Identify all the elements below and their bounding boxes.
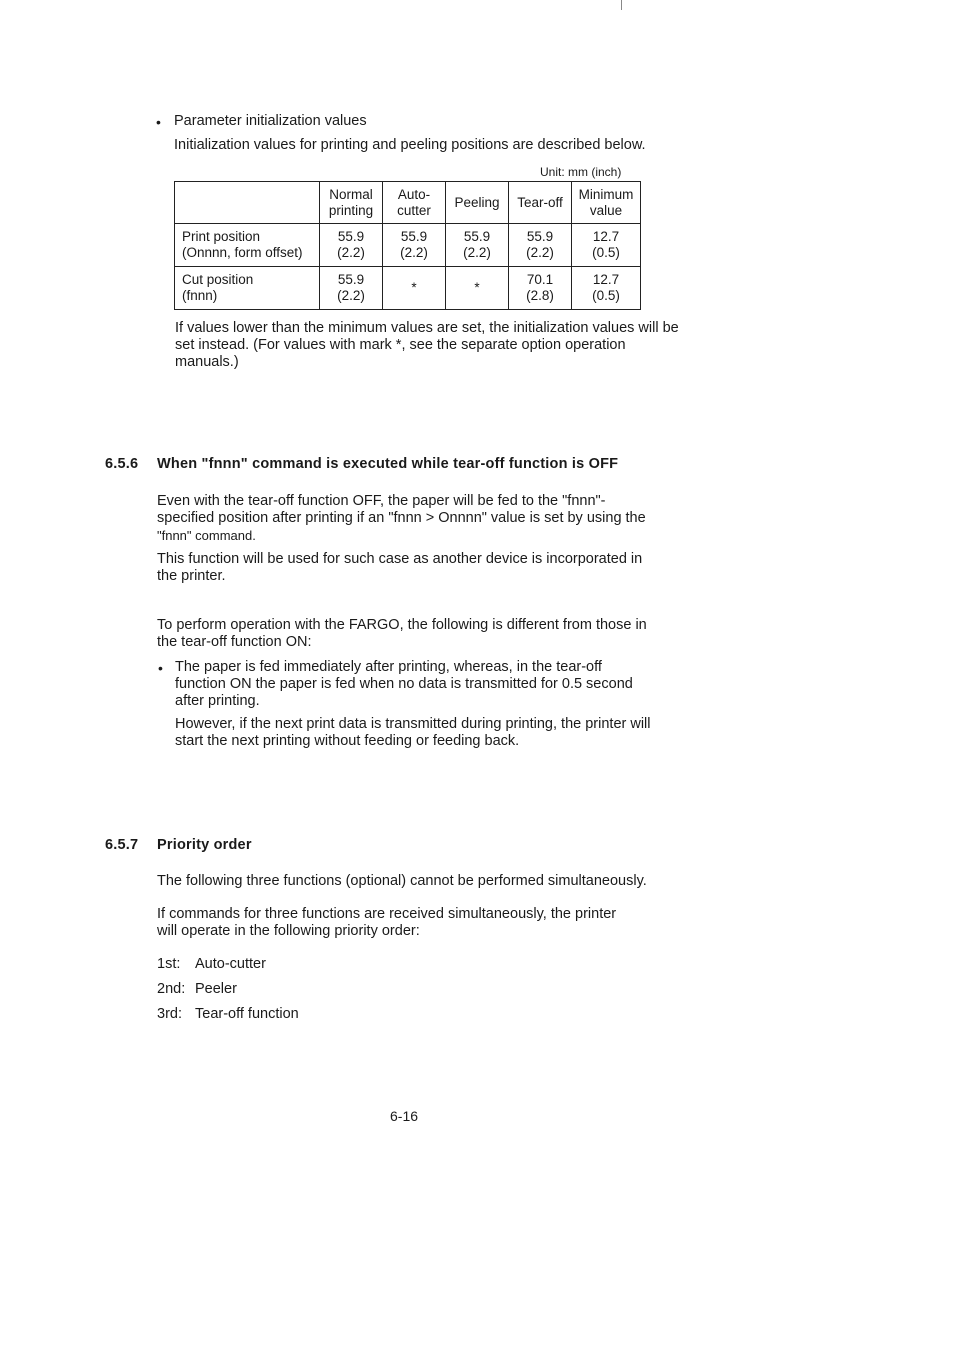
section-heading-6-5-6 (105, 456, 618, 473)
paragraph-line: function ON the paper is fed when no data is transmitted for 0.5 second (175, 676, 633, 692)
paragraph-line: If commands for three functions are received simultaneously, the printer (157, 906, 617, 922)
header-text: Peeling (454, 194, 500, 210)
table-cell (446, 224, 509, 267)
bullet-marker: • (158, 660, 163, 676)
header-empty-cell (175, 182, 320, 224)
cell-inch: (2.2) (337, 245, 365, 260)
paragraph-line: the printer. (157, 568, 226, 584)
header-normal-printing (320, 182, 383, 224)
table-cell (383, 267, 446, 310)
cell-mm: 55.9 (337, 272, 365, 287)
note-line: manuals.) (175, 354, 239, 370)
table-row (175, 224, 641, 267)
bullet-marker: • (156, 114, 161, 130)
paragraph (157, 493, 646, 544)
header-text: Auto- (397, 186, 431, 202)
paragraph-line: the tear-off function ON: (157, 634, 312, 650)
cell-inch: (2.2) (526, 245, 554, 260)
cell-inch: (2.8) (526, 288, 554, 303)
section-number: 6.5.7 (105, 837, 139, 853)
paragraph: The following three functions (optional) cannot be performed simultaneously. (157, 873, 647, 889)
table-cell (320, 267, 383, 310)
row-label-print-position (175, 224, 320, 267)
priority-list (157, 956, 299, 1031)
header-text: Tear-off (517, 194, 563, 210)
section-title: When "fnnn" command is executed while tear-off function is OFF (157, 456, 619, 472)
initialization-table (174, 181, 641, 310)
note-line: If values lower than the minimum values are set, the initialization values will be (175, 320, 679, 336)
table-row (175, 267, 641, 310)
paragraph-line: This function will be used for such case as another device is incorporated in (157, 551, 643, 567)
priority-rank: 3rd: (157, 1006, 182, 1022)
section-heading-6-5-7 (105, 837, 252, 854)
section-number: 6.5.6 (105, 456, 139, 472)
paragraph (175, 716, 651, 750)
section-title: Priority order (157, 837, 252, 853)
table-cell (383, 224, 446, 267)
row-label-text: (Onnnn, form offset) (182, 245, 303, 260)
priority-item: Peeler (195, 981, 237, 997)
paragraph-line: will operate in the following priority order: (157, 923, 420, 939)
table-header-row (175, 182, 641, 224)
row-label-cut-position (175, 267, 320, 310)
paragraph-line: The paper is fed immediately after printing, whereas, in the tear-off (175, 659, 602, 675)
row-label-text: (fnnn) (182, 288, 218, 303)
priority-rank: 2nd: (157, 981, 186, 997)
header-text: Normal (329, 186, 373, 202)
paragraph-line: specified position after printing if an "fnnn > Onnnn" value is set by using the (157, 510, 646, 526)
cell-inch: (0.5) (592, 288, 620, 303)
paragraph (157, 551, 642, 585)
table-cell (572, 224, 641, 267)
cell-inch: (2.2) (400, 245, 428, 260)
paragraph-line: start the next printing without feeding or feeding back. (175, 733, 520, 749)
header-text: value (589, 202, 623, 218)
table-cell (509, 267, 572, 310)
header-minimum-value (572, 182, 641, 224)
table-cell (320, 224, 383, 267)
priority-item: Tear-off function (195, 1006, 299, 1022)
paragraph-line: However, if the next print data is transmitted during printing, the printer will (175, 716, 651, 732)
cell-inch: (2.2) (463, 245, 491, 260)
paragraph-line: after printing. (175, 693, 260, 709)
paragraph-line: "fnnn" command. (157, 528, 256, 543)
cell-inch: (0.5) (592, 245, 620, 260)
cell-mm: 55.9 (337, 229, 365, 244)
header-text: cutter (397, 202, 431, 218)
unit-label: Unit: mm (inch) (540, 165, 622, 179)
header-text: Minimum (578, 186, 634, 202)
paragraph-line: Even with the tear-off function OFF, the paper will be fed to the "fnnn"- (157, 493, 606, 509)
header-text: printing (328, 202, 374, 218)
priority-rank: 1st: (157, 956, 181, 972)
list-item (157, 956, 299, 981)
cell-asterisk: * (411, 280, 417, 295)
table-cell (509, 224, 572, 267)
paragraph (157, 617, 647, 651)
cell-mm: 55.9 (400, 229, 428, 244)
priority-item: Auto-cutter (195, 956, 266, 972)
table-cell (572, 267, 641, 310)
cell-mm: 70.1 (526, 272, 554, 287)
row-label-text: Cut position (182, 272, 254, 287)
note-line: set instead. (For values with mark *, see the separate option operation (175, 337, 626, 353)
paragraph (157, 906, 616, 940)
scan-mark (621, 0, 622, 10)
cell-mm: 12.7 (592, 272, 620, 287)
row-label-text: Print position (182, 229, 261, 244)
header-peeling (446, 182, 509, 224)
header-auto-cutter (383, 182, 446, 224)
cell-asterisk: * (474, 280, 480, 295)
page-number: 6-16 (390, 1108, 419, 1124)
bullet-item (175, 659, 633, 710)
list-item (157, 981, 299, 1006)
param-intro: Initialization values for printing and peeling positions are described below. (174, 137, 646, 153)
list-item (157, 1006, 299, 1031)
table-cell (446, 267, 509, 310)
cell-inch: (2.2) (337, 288, 365, 303)
cell-mm: 12.7 (592, 229, 620, 244)
cell-mm: 55.9 (463, 229, 491, 244)
table-note (175, 320, 679, 371)
cell-mm: 55.9 (526, 229, 554, 244)
header-tear-off (509, 182, 572, 224)
param-heading: Parameter initialization values (174, 113, 367, 129)
paragraph-line: To perform operation with the FARGO, the following is different from those in (157, 617, 647, 633)
